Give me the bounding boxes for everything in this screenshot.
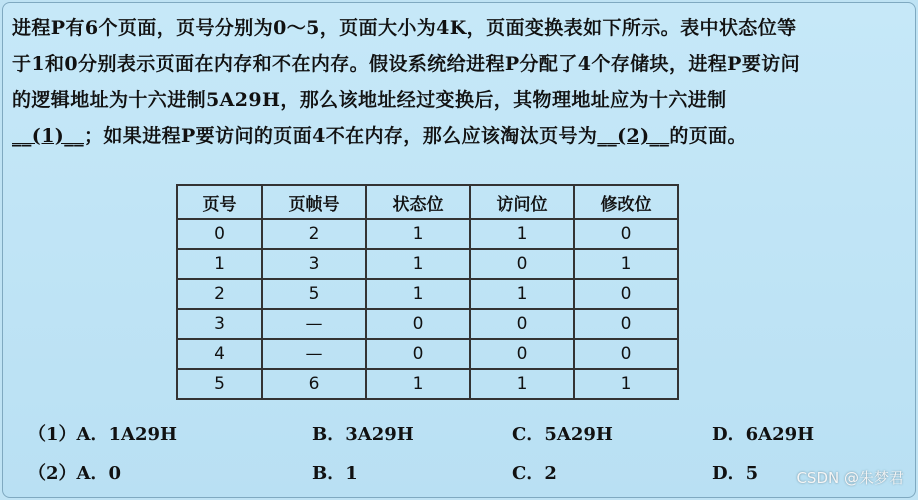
table-cell: 1 <box>177 249 262 279</box>
csdn-watermark: CSDN @朱梦君 <box>796 469 904 487</box>
table-cell: 6 <box>262 369 366 399</box>
header-frame-number: 页帧号 <box>262 185 366 219</box>
table-row <box>177 309 678 339</box>
blank-1: __(1)__ <box>12 125 84 147</box>
table-row <box>177 339 678 369</box>
table-cell: 1 <box>366 219 470 249</box>
question-line-4-end: 的页面。 <box>669 125 747 147</box>
table-cell: 1 <box>470 279 574 309</box>
table-row <box>177 219 678 249</box>
header-access-bit: 访问位 <box>470 185 574 219</box>
option-2b: B．1 <box>312 463 358 484</box>
table-cell: 0 <box>574 279 678 309</box>
blank-2: __(2)__ <box>597 125 670 147</box>
question-line-2: 于1和0分别表示页面在内存和不在内存。假设系统给进程P分配了4个存储块，进程P要访问 <box>12 53 801 75</box>
table-cell: 0 <box>177 219 262 249</box>
table-cell: 0 <box>470 339 574 369</box>
table-cell: 0 <box>470 309 574 339</box>
table-cell: — <box>262 309 366 339</box>
page-table <box>176 184 679 400</box>
header-modify-bit: 修改位 <box>574 185 678 219</box>
table-cell: 1 <box>366 279 470 309</box>
table-row <box>177 279 678 309</box>
table-cell: 5 <box>177 369 262 399</box>
option-1b: B．3A29H <box>312 424 414 445</box>
table-cell: 1 <box>366 249 470 279</box>
table-cell: 0 <box>366 309 470 339</box>
table-cell: 0 <box>366 339 470 369</box>
table-cell: 1 <box>470 219 574 249</box>
table-row <box>177 249 678 279</box>
option-2c: C．2 <box>512 463 557 484</box>
table-cell: 0 <box>574 309 678 339</box>
table-cell: 3 <box>262 249 366 279</box>
question-line-1: 进程P有6个页面，页号分别为0～5，页面大小为4K，页面变换表如下所示。表中状态位等 <box>12 17 797 39</box>
table-cell: 1 <box>574 369 678 399</box>
table-cell: 5 <box>262 279 366 309</box>
table-cell: — <box>262 339 366 369</box>
table-cell: 2 <box>262 219 366 249</box>
table-cell: 0 <box>574 219 678 249</box>
table-cell: 1 <box>574 249 678 279</box>
table-cell: 1 <box>366 369 470 399</box>
table-cell: 1 <box>470 369 574 399</box>
header-page-number: 页号 <box>177 185 262 219</box>
table-cell: 3 <box>177 309 262 339</box>
question-text <box>12 10 912 154</box>
table-cell: 0 <box>470 249 574 279</box>
option-2d: D．5 <box>712 463 759 484</box>
header-status-bit: 状态位 <box>366 185 470 219</box>
table-cell: 4 <box>177 339 262 369</box>
question-line-4 <box>12 118 912 154</box>
question-line-4-mid: ；如果进程P要访问的页面4不在内存，那么应该淘汰页号为 <box>84 125 598 147</box>
option-1c: C．5A29H <box>512 424 613 445</box>
option-1a: （1）A．1A29H <box>28 424 178 445</box>
table-row <box>177 369 678 399</box>
table-cell: 2 <box>177 279 262 309</box>
question-line-3: 的逻辑地址为十六进制5A29H，那么该地址经过变换后，其物理地址应为十六进制 <box>12 89 727 111</box>
table-header-row <box>177 185 678 219</box>
option-2a: （2）A．0 <box>28 463 122 484</box>
option-1d: D．6A29H <box>712 424 815 445</box>
table-cell: 0 <box>574 339 678 369</box>
